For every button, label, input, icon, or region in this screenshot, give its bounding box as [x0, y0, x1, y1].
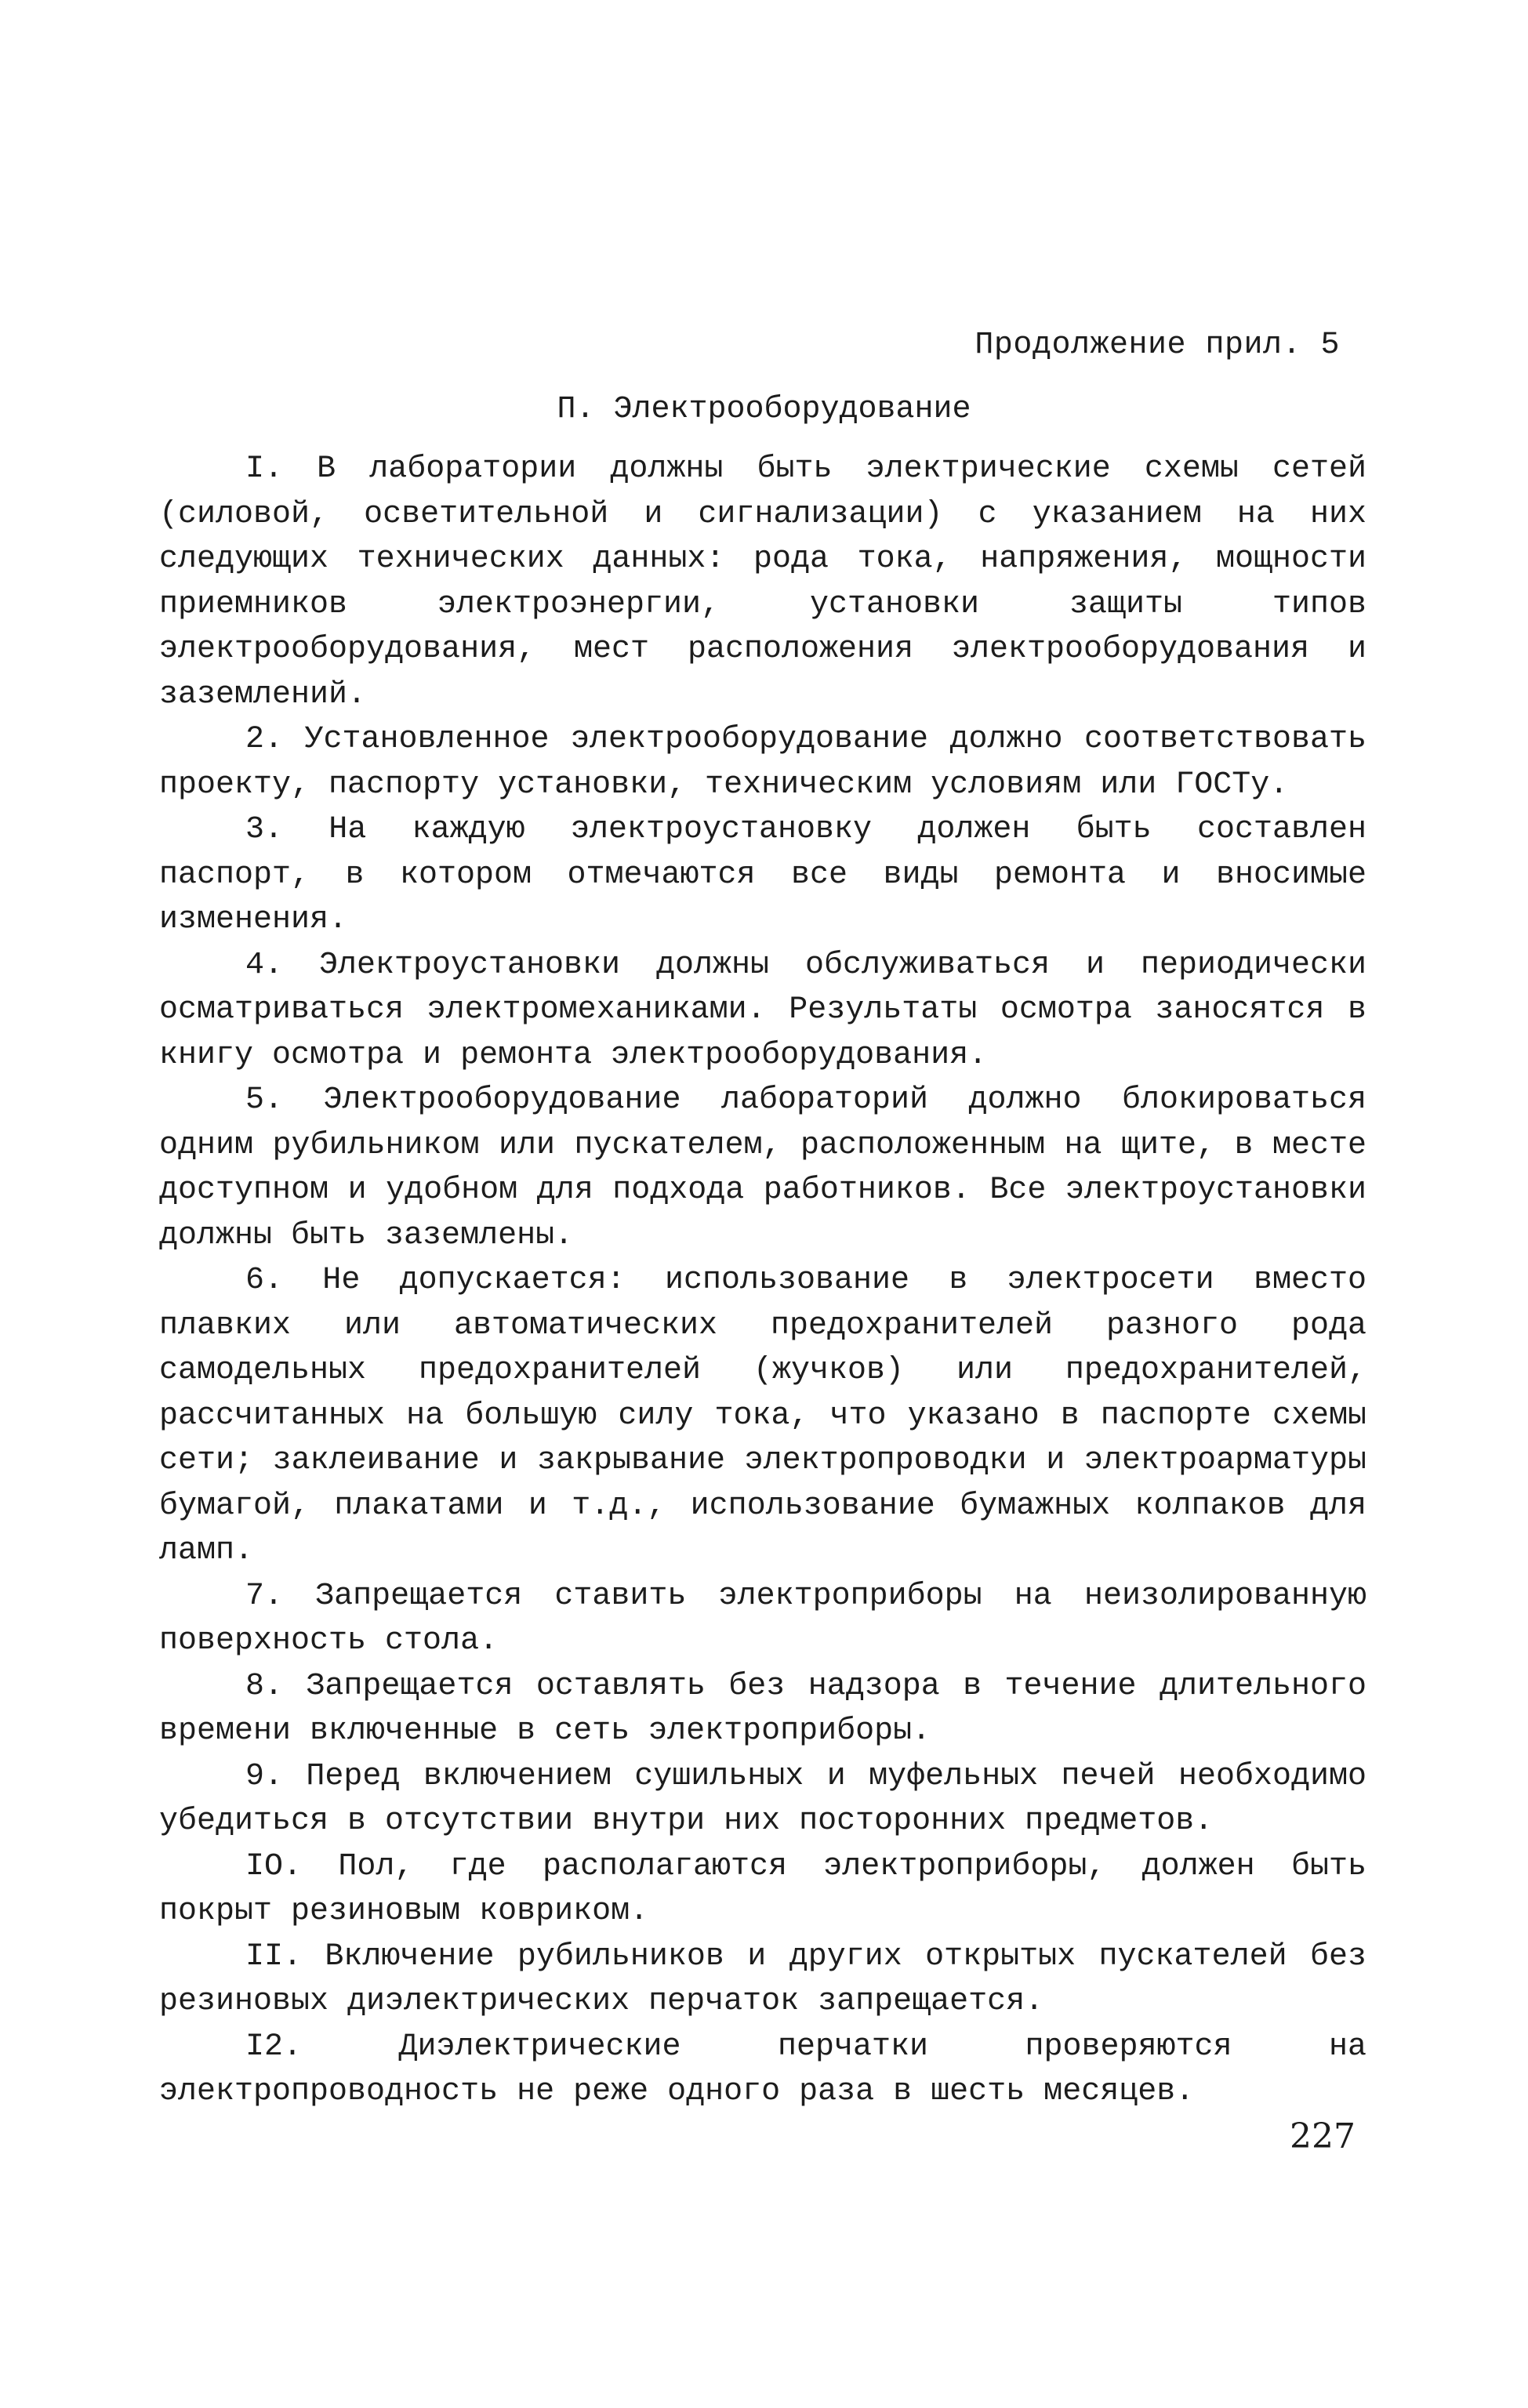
paragraph-6: 6. Не допускается: использование в электросети вместо плавких или автоматических предохранителей разного рода самодельных предохранителей (жучков) или предохранителей, рассчитанных на большую силу тока, что указано в паспорте схемы сети; заклеивание и закрывание электропроводки и электроарматуры бумагой, плакатами и т.д., использование бумажных колпаков для ламп. — [159, 1263, 1366, 1568]
paragraph-4: 4. Электроустановки должны обслуживаться и периодически осматриваться электромеханиками. Результаты осмотра заносятся в книгу осмотра и ремонта электрооборудования. — [159, 947, 1366, 1073]
paragraph-8: 8. Запрещается оставлять без надзора в течение длительного времени включенные в сеть электроприборы. — [159, 1668, 1366, 1749]
page-number: 227 — [1290, 2116, 1356, 2156]
body-text — [159, 447, 1366, 2115]
paragraph-12: I2. Диэлектрические перчатки проверяются на электропроводность не реже одного раза в шесть месяцев. — [159, 2029, 1366, 2109]
paragraph-9: 9. Перед включением сушильных и муфельных печей необходимо убедиться в отсутствии внутри них посторонних предметов. — [159, 1758, 1366, 1839]
continuation-label: Продолжение прил. 5 — [975, 328, 1340, 363]
section-title: П. Электрооборудование — [557, 392, 971, 427]
paragraph-10: IO. Пол, где располагаются электроприборы, должен быть покрыт резиновым ковриком. — [159, 1848, 1366, 1929]
paragraph-3: 3. На каждую электроустановку должен быть составлен паспорт, в котором отмечаются все виды ремонта и вносимые изменения. — [159, 812, 1366, 937]
paragraph-7: 7. Запрещается ставить электроприборы на неизолированную поверхность стола. — [159, 1578, 1366, 1659]
paragraph-5: 5. Электрооборудование лабораторий должно блокироваться одним рубильником или пускателем, расположенным на щите, в месте доступном и удобном для подхода работников. Все электроустановки должны быть заземлены. — [159, 1083, 1366, 1253]
paragraph-2: 2. Установленное электрооборудование должно соответствовать проекту, паспорту установки, техническим условиям или ГОСТу. — [159, 722, 1366, 803]
paragraph-1: I. В лаборатории должны быть электрические схемы сетей (силовой, осветительной и сигнализации) с указанием на них следующих технических данных: рода тока, напряжения, мощности приемников электроэнергии, установки защиты типов электрооборудования, мест расположения электрооборудования и заземлений. — [159, 452, 1366, 713]
paragraph-11: II. Включение рубильников и других открытых пускателей без резиновых диэлектрических перчаток запрещается. — [159, 1938, 1366, 2019]
